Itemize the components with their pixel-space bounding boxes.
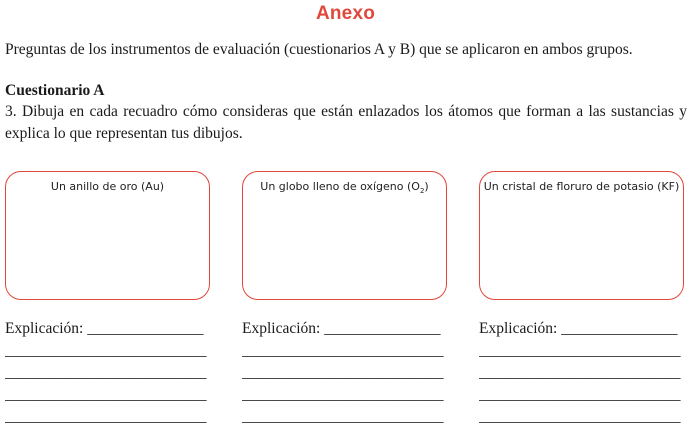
box-label: Un anillo de oro (Au): [50, 180, 165, 193]
explanation-label: Explicación:: [242, 320, 321, 337]
answer-line[interactable]: __________________________: [5, 342, 207, 359]
explanation-line[interactable]: Explicación: _______________: [479, 320, 678, 337]
answer-line[interactable]: __________________________: [5, 364, 207, 381]
box-label: Un cristal de floruro de potasio (KF): [483, 180, 680, 193]
annex-title: Anexo: [315, 3, 376, 24]
explanation-label: Explicación:: [5, 320, 84, 337]
drawing-box-potassium-fluoride[interactable]: [479, 171, 684, 300]
question-instructions: 3. Dibuja en cada recuadro cómo consideras que están enlazados los átomos que forman a las sustancias y explica lo que representan tus dibujos.: [5, 103, 687, 142]
drawing-box-gold-ring[interactable]: [5, 171, 210, 300]
explanation-column-3: [479, 318, 689, 428]
intro-paragraph: Preguntas de los instrumentos de evaluación (cuestionarios A y B) que se aplicaron en ambos grupos.: [5, 41, 633, 58]
explanation-line[interactable]: Explicación: _______________: [5, 320, 204, 337]
answer-line[interactable]: __________________________: [5, 408, 207, 425]
explanation-column-2: [242, 318, 452, 428]
answer-line[interactable]: __________________________: [242, 386, 444, 403]
explanation-label: Explicación:: [479, 320, 558, 337]
answer-line[interactable]: __________________________: [242, 342, 444, 359]
answer-line[interactable]: __________________________: [5, 386, 207, 403]
explanation-column-1: [5, 318, 215, 428]
drawing-box-oxygen-balloon[interactable]: [242, 171, 447, 300]
answer-line[interactable]: __________________________: [242, 408, 444, 425]
answer-line[interactable]: __________________________: [242, 364, 444, 381]
box-label: Un globo lleno de oxígeno $(O_2)$: [260, 180, 429, 196]
answer-line[interactable]: __________________________: [479, 386, 681, 403]
answer-line[interactable]: __________________________: [479, 342, 681, 359]
answer-line[interactable]: __________________________: [479, 408, 681, 425]
answer-line[interactable]: __________________________: [479, 364, 681, 381]
section-heading: Cuestionario A: [5, 82, 105, 99]
explanation-line[interactable]: Explicación: _______________: [242, 320, 441, 337]
